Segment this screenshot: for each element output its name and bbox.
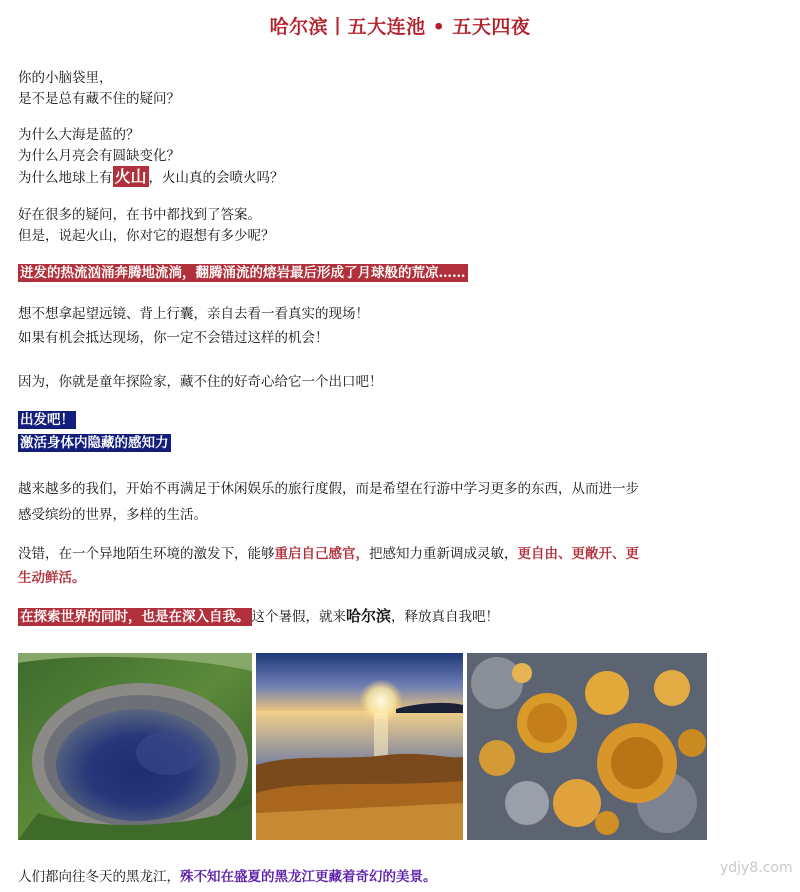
- page-title: 哈尔滨丨五大连池 • 五天四夜: [269, 16, 531, 38]
- question-3-pre: 为什么地球上有: [18, 170, 113, 186]
- closing-highlight: 殊不知在盛夏的黑龙江更藏着奇幻的美景。: [180, 869, 437, 885]
- question-3: [18, 166, 284, 189]
- go-banner-2-text: 激活身体内隐藏的感知力: [20, 435, 169, 451]
- lava-banner-text: 迸发的热流汹涌奔腾地流淌，翻腾涌流的熔岩最后形成了月球般的荒凉……: [20, 265, 466, 281]
- self-mid: 这个暑假，就来: [251, 609, 346, 625]
- go-banner-1-text: 出发吧！: [20, 412, 74, 428]
- senses-red-1: 重启自己感官，: [274, 546, 369, 562]
- intro-line-2: 是不是总有藏不住的疑问？: [18, 91, 180, 107]
- self-harbin: 哈尔滨: [346, 607, 392, 625]
- more-line-1: 越来越多的我们，开始不再满足于休闲娱乐的旅行度假，而是希望在行游中学习更多的东西，从而进一步: [18, 481, 639, 497]
- closing-line: [18, 867, 437, 888]
- self-post: ，释放真自我吧！: [391, 609, 500, 625]
- lava-banner: [18, 263, 468, 284]
- question-1: 为什么大海是蓝的？: [18, 127, 140, 143]
- self-line: [18, 606, 499, 628]
- lichen-rock-photo: [467, 653, 707, 840]
- senses-pre: 没错，在一个异地陌生环境的激发下，能够: [18, 546, 275, 562]
- answer-line-2: 但是，说起火山，你对它的遐想有多少呢？: [18, 228, 275, 244]
- senses-red-2b: 生动鲜活。: [18, 570, 86, 586]
- senses-red-2a: 更自由、更敞开、更: [517, 546, 639, 562]
- go-banner-2: [18, 433, 171, 454]
- question-3-post: ，火山真的会喷火吗？: [148, 170, 284, 186]
- lake-sunset-illustration: [256, 653, 463, 840]
- self-highlight: 在探索世界的同时，也是在深入自我。: [20, 609, 250, 625]
- senses-line-2: [18, 568, 86, 589]
- intro-line-1: 你的小脑袋里，: [18, 70, 113, 86]
- senses-line-1: [18, 544, 639, 565]
- senses-mid: 把感知力重新调成灵敏，: [369, 546, 518, 562]
- site-watermark: ydjy8.com: [720, 860, 793, 876]
- explorer-line: 因为，你就是童年探险家，藏不住的好奇心给它一个出口吧！: [18, 374, 383, 390]
- question-2: 为什么月亮会有圆缺变化？: [18, 148, 180, 164]
- volcano-crater-illustration: [18, 653, 252, 840]
- lake-sunset-photo: [256, 653, 463, 840]
- explore-line-2: 如果有机会抵达现场，你一定不会错过这样的机会！: [18, 330, 329, 346]
- lichen-rock-illustration: [467, 653, 707, 840]
- closing-pre: 人们都向往冬天的黑龙江，: [18, 869, 180, 885]
- volcano-crater-photo: [18, 653, 252, 840]
- answer-line-1: 好在很多的疑问，在书中都找到了答案。: [18, 207, 261, 223]
- volcano-highlight: 火山: [114, 167, 147, 186]
- go-banner-1: [18, 410, 76, 431]
- explore-line-1: 想不想拿起望远镜、背上行囊，亲自去看一看真实的现场！: [18, 306, 369, 322]
- more-line-2: 感受缤纷的世界，多样的生活。: [18, 507, 207, 523]
